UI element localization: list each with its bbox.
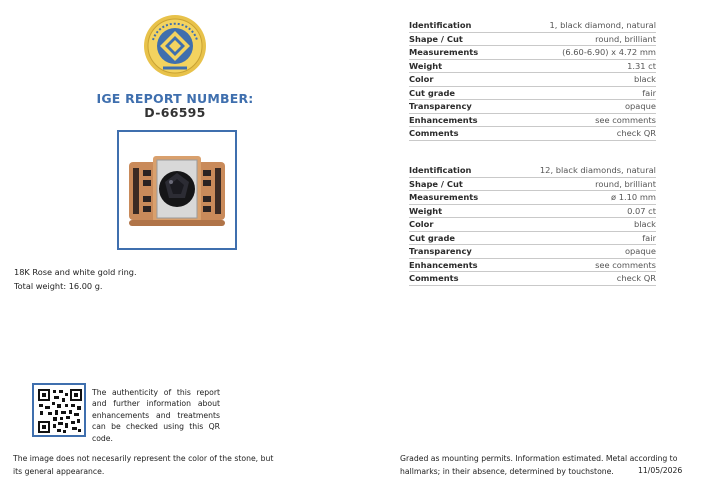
row-label: Measurements — [409, 47, 479, 58]
table-row — [409, 46, 656, 60]
spec-table-side-stones — [409, 164, 656, 286]
table-row — [409, 33, 656, 47]
row-value: check QR — [616, 273, 656, 284]
row-label: Weight — [409, 60, 443, 71]
qr-code[interactable] — [32, 383, 86, 437]
report-date: 11/05/2026 — [638, 466, 683, 475]
spec-table-main-stone — [409, 19, 656, 141]
table-row — [409, 218, 656, 232]
qr-notice: The authenticity of this report and further information about enhancements and treatments can be checked using this QR code. — [92, 388, 220, 443]
row-label: Measurements — [409, 192, 479, 203]
ige-seal-logo — [143, 14, 207, 78]
report-number: D-66595 — [144, 105, 206, 120]
row-value: see comments — [595, 259, 656, 270]
grading-disclaimer: Graded as mounting permits. Information estimated. Metal according to hallmarks; in their absence, determined by touchstone. — [400, 454, 678, 476]
row-label: Cut grade — [409, 232, 456, 243]
row-value: ø 1.10 mm — [611, 192, 656, 203]
row-label: Weight — [409, 205, 443, 216]
table-row — [409, 232, 656, 246]
table-row — [409, 114, 656, 128]
row-value: fair — [642, 232, 656, 243]
table-row — [409, 191, 656, 205]
row-label: Identification — [409, 165, 472, 176]
row-value: 1, black diamond, natural — [549, 20, 656, 31]
row-value: round, brilliant — [595, 178, 656, 189]
ring-image — [119, 132, 235, 248]
table-row — [409, 73, 656, 87]
row-label: Color — [409, 219, 434, 230]
row-label: Enhancements — [409, 259, 478, 270]
table-row — [409, 259, 656, 273]
row-value: opaque — [624, 246, 656, 257]
row-label: Cut grade — [409, 87, 456, 98]
table-row — [409, 272, 656, 286]
table-row — [409, 87, 656, 101]
table-row — [409, 164, 656, 178]
row-value: 12, black diamonds, natural — [539, 165, 656, 176]
image-disclaimer: The image does not necesarily represent the color of the stone, but its general appearance. — [13, 454, 274, 476]
table-row — [409, 205, 656, 219]
row-value: fair — [642, 87, 656, 98]
table-row — [409, 245, 656, 259]
total-weight: Total weight: 16.00 g. — [14, 281, 103, 291]
row-value: (6.60-6.90) x 4.72 mm — [562, 47, 656, 58]
row-value: see comments — [595, 114, 656, 125]
row-label: Transparency — [409, 101, 472, 112]
ring-photo — [117, 130, 237, 250]
table-row — [409, 19, 656, 33]
ige-seal-icon — [143, 14, 207, 78]
row-value: 0.07 ct — [627, 205, 656, 216]
row-label: Shape / Cut — [409, 33, 463, 44]
table-row — [409, 127, 656, 141]
item-description: 18K Rose and white gold ring. — [14, 267, 137, 277]
row-label: Comments — [409, 273, 459, 284]
table-row — [409, 60, 656, 74]
row-value: black — [633, 74, 656, 85]
row-value: opaque — [624, 101, 656, 112]
row-value: 1.31 ct — [627, 60, 656, 71]
table-row — [409, 178, 656, 192]
row-label: Color — [409, 74, 434, 85]
row-label: Transparency — [409, 246, 472, 257]
row-label: Identification — [409, 20, 472, 31]
row-value: black — [633, 219, 656, 230]
qr-code-icon — [37, 388, 83, 434]
row-value: round, brilliant — [595, 33, 656, 44]
row-value: check QR — [616, 128, 656, 139]
report-number-label: IGE REPORT NUMBER: — [96, 91, 254, 106]
row-label: Enhancements — [409, 114, 478, 125]
table-row — [409, 100, 656, 114]
row-label: Comments — [409, 128, 459, 139]
row-label: Shape / Cut — [409, 178, 463, 189]
